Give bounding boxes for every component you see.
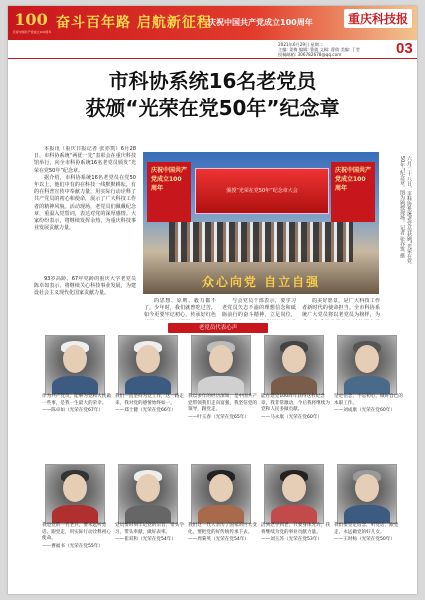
article-paragraph: 本报讯（重庆日报记者 张亦筑）6月28日，市科协系统“两优一先”表彰会在重庆科技馆举行，向全市科协系统16名老党员颁发“光荣在党50年”纪念章。 bbox=[34, 146, 136, 174]
editor-line: 主编: 姜梅 编辑: 曹倩 文稿: 曹倩 美编: 丁莹 bbox=[278, 47, 360, 52]
slogan: 奋斗百年路 启航新征程 bbox=[56, 15, 212, 31]
portrait-photo bbox=[337, 335, 397, 395]
portrait-photo bbox=[264, 464, 324, 524]
article-paragraph: 的思想、原则、毅力都不了。少年时，我们就曾吃过苦，如今更要牢记初心，传承好红色 bbox=[144, 298, 216, 319]
photo-caption: 六月二十八日，市科协系统老党员获颁“光荣在党50年”纪念章。图为颁授现场。记者 张亦筑 摄 bbox=[399, 156, 412, 264]
masthead-banner bbox=[8, 6, 417, 40]
quote-text: 我们一直坚持为党工作，这一路走来，我对党的感情始终如一。 bbox=[115, 394, 184, 406]
slogan-sub: 庆祝中国共产党成立100周年 bbox=[208, 18, 313, 27]
quote-item bbox=[334, 394, 406, 415]
quote-item bbox=[188, 523, 260, 544]
quote-text: 我们这一代人亲历了国家的巨大变化，要把党的好传统传承下去。 bbox=[188, 523, 257, 535]
portrait-photo bbox=[264, 335, 324, 395]
portrait-photo bbox=[191, 464, 251, 524]
quote-attribution: ——陈卓如（光荣在党67年） bbox=[42, 408, 103, 414]
quote-item bbox=[261, 394, 333, 421]
quote-attribution: ——崔双和（光荣在党54年） bbox=[115, 537, 176, 543]
quote-text: 作为共产党员，能够为党和人民做一些事，是我一生最大的荣幸。 bbox=[42, 394, 111, 406]
article-paragraph: 的美好愿景，是广大科技工作者新时代的使命担当。全市科协系统广大党员将以老党员为榜样，为 bbox=[302, 298, 380, 319]
portrait-photo bbox=[45, 464, 105, 524]
portrait-photo bbox=[118, 464, 178, 524]
article-column-2 bbox=[144, 298, 216, 320]
quote-text: 坚定信念，不忘初心，做好自己的本职工作。 bbox=[334, 394, 403, 406]
article-column-1 bbox=[34, 146, 136, 274]
photo-stage-text: 众心向党 自立自强 bbox=[201, 275, 321, 289]
quote-attribution: ——叶玉春（光荣在党65年） bbox=[188, 414, 249, 420]
quote-text: 我以多年的经历深知，是中国共产党带领我们走向富强，我坚信党的领导，跟党走。 bbox=[188, 394, 257, 413]
page-number: 03 bbox=[396, 40, 413, 57]
logo-caption: 庆祝中国共产党成立100周年 bbox=[12, 30, 52, 34]
portrait-photo bbox=[45, 335, 105, 395]
quote-item bbox=[42, 394, 114, 415]
info-bar bbox=[8, 40, 417, 59]
photo-banner-left: 庆祝中国共产党成立100周年 bbox=[147, 162, 191, 222]
photo-banner-right: 庆祝中国共产党成立100周年 bbox=[331, 162, 375, 222]
newspaper-page bbox=[8, 6, 417, 594]
quote-attribution: ——曹福书（光荣在党55年） bbox=[42, 543, 103, 549]
quote-item bbox=[334, 523, 406, 544]
quote-attribution: ——马永康（光荣在党60年） bbox=[261, 414, 322, 420]
quote-text: 能在建党100周年获得这枚纪念章，我非常激动，今后我将继续为党和人民多做贡献。 bbox=[261, 394, 330, 413]
quote-text: 活到老学到老，只要身体允许，我将继续为党的事业贡献力量。 bbox=[261, 523, 330, 535]
article-column-4 bbox=[302, 298, 380, 320]
portrait-photo bbox=[118, 335, 178, 395]
quote-attribution: ——刘玉苏（光荣在党53年） bbox=[261, 537, 322, 543]
article-paragraph: 据介绍，市科协系统16名老党员在党50年以上，他们中有的在科技一线默默耕耘，有的在科普宣传中奉献力量，用实际行动诠释了共产党员的初心和使命，展示了广大科技工作者的精神风貌。活动现场，老党员们佩戴纪念章，重温入党誓词，表达对党的深厚感情。大家纷纷表示，将继续发挥余热，为重庆科技事业发展贡献力量。 bbox=[34, 174, 136, 232]
headline-line-1: 市科协系统16名老党员 bbox=[108, 69, 317, 93]
portrait-photo bbox=[191, 335, 251, 395]
quote-text: 党员要时刻牢记党的宗旨，带头学习，带头奉献，做好表率。 bbox=[115, 523, 184, 535]
photo-people bbox=[169, 222, 353, 262]
event-photo bbox=[143, 152, 379, 294]
portrait-photo bbox=[337, 464, 397, 524]
article-paragraph: 93岁高龄、67年党龄的重庆大学老党员陈卓如表示，将继续关心科技事业发展，为建设社会主义现代化国家贡献力量。 bbox=[34, 276, 136, 297]
section-title: 老党员代表心声 bbox=[168, 323, 268, 333]
quote-attribution: ——刘成康（光荣在党60年） bbox=[334, 408, 395, 414]
quote-item bbox=[42, 523, 114, 550]
quote-text: 我们要坚定信念，听党话，跟党走，永远做党的好儿女。 bbox=[334, 523, 399, 535]
email-line: 投稿邮箱: 306782678@qq.com bbox=[278, 52, 342, 57]
article-paragraph: 与会党员干部表示，要学习老党员矢志不渝的理想信念和砥砺前行的奋斗精神，立足岗位， bbox=[222, 298, 296, 319]
quote-item bbox=[115, 394, 187, 415]
quote-item bbox=[115, 523, 187, 544]
quote-item bbox=[188, 394, 260, 421]
headline-line-2: 获颁“光荣在党50年”纪念章 bbox=[85, 96, 340, 120]
logo-number: 100 bbox=[14, 10, 48, 29]
paper-name: 重庆科技报 bbox=[344, 9, 412, 28]
photo-stage-screen: 颁授“光荣在党50年”纪念章大会 bbox=[195, 168, 329, 214]
date-line: 2021年6月29日 星期二 bbox=[278, 42, 324, 47]
article-column-1b bbox=[34, 276, 136, 318]
article-column-3 bbox=[222, 298, 296, 320]
quote-attribution: ——王时杨（光荣在党50年） bbox=[334, 537, 395, 543]
quote-item bbox=[261, 523, 333, 544]
quote-attribution: ——郑士健（光荣在党66年） bbox=[115, 408, 176, 414]
quote-text: 我是党的一名老兵，要永远听党话、跟党走，用实际行动诠释初心使命。 bbox=[42, 523, 111, 542]
headline bbox=[8, 68, 417, 122]
centenary-logo bbox=[12, 9, 50, 31]
quote-attribution: ——周菊英（光荣在党54年） bbox=[188, 537, 249, 543]
